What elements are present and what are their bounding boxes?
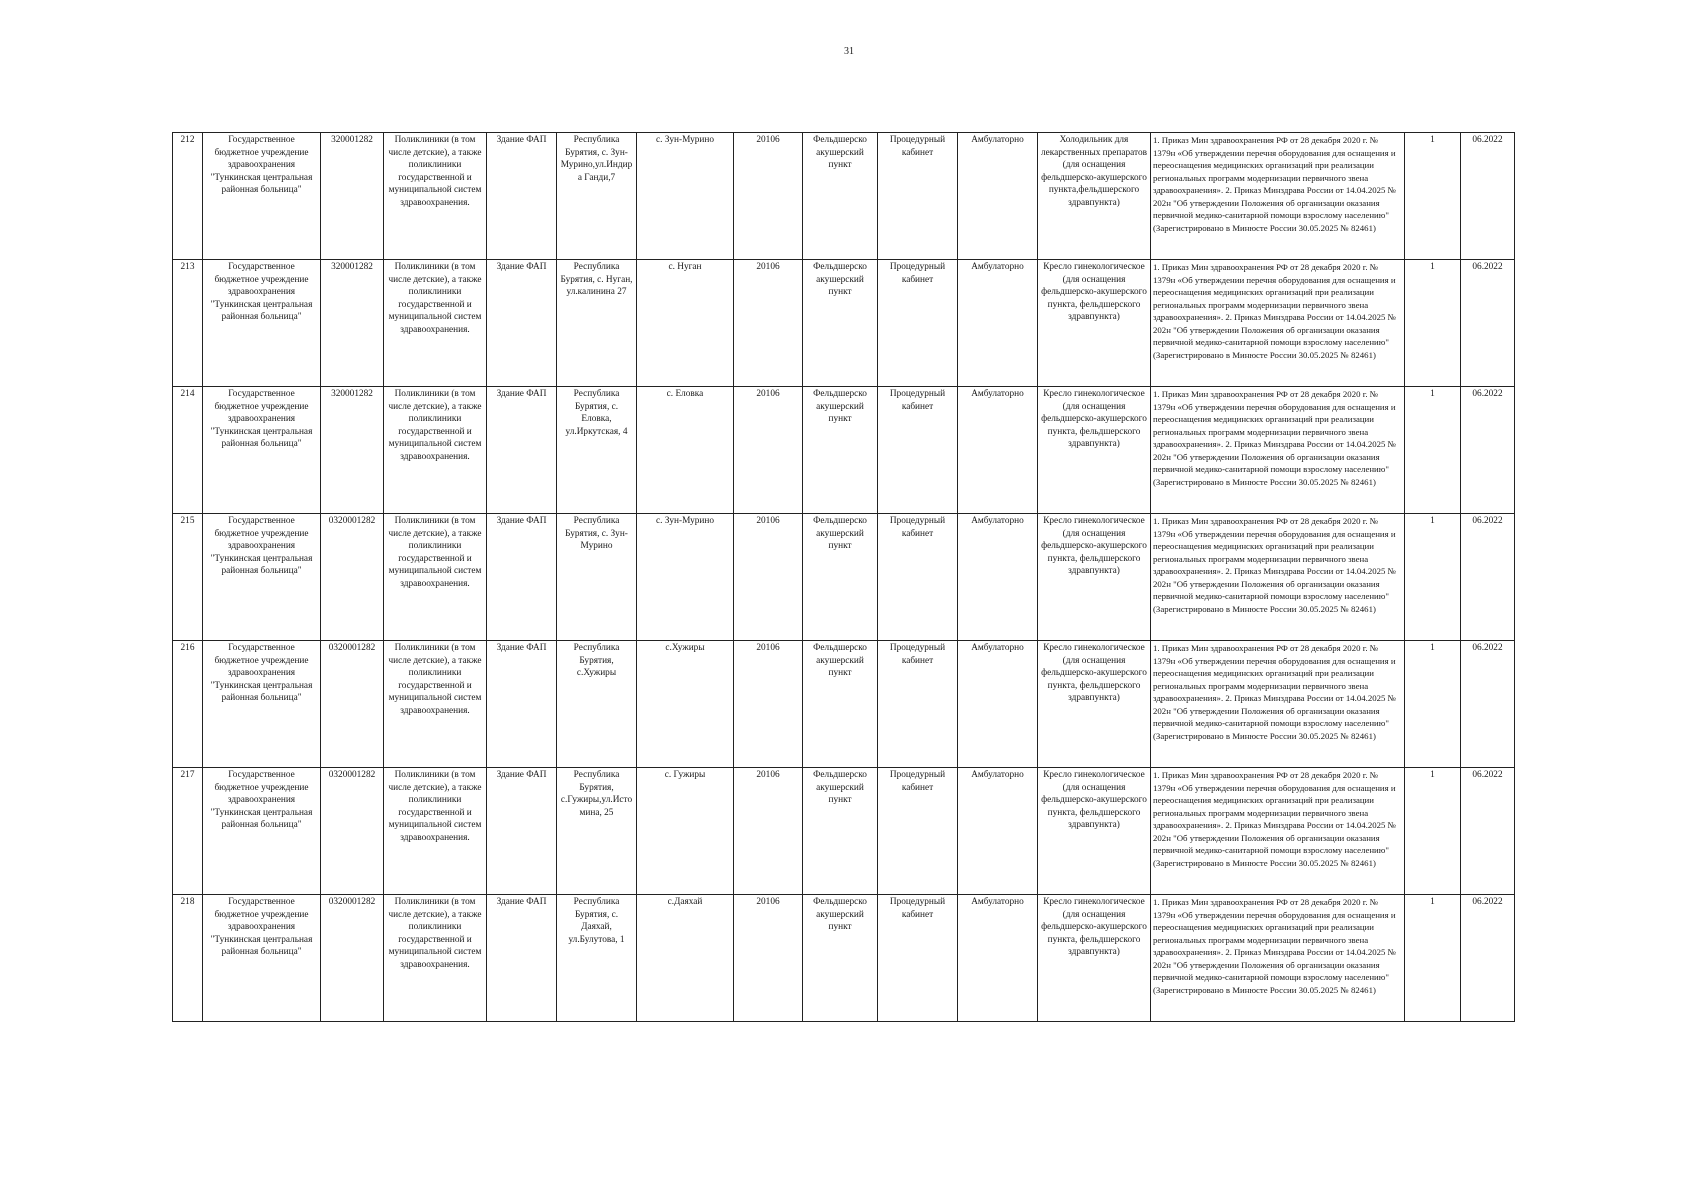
row-number: 218 (173, 895, 203, 1022)
organization-code: 0320001282 (321, 895, 384, 1022)
date: 06.2022 (1461, 387, 1515, 514)
settlement: с. Зун-Мурино (637, 514, 734, 641)
room: Процедурный кабинет (878, 641, 958, 768)
care-mode: Амбулаторно (958, 768, 1038, 895)
row-number: 216 (173, 641, 203, 768)
care-mode: Амбулаторно (958, 514, 1038, 641)
date: 06.2022 (1461, 768, 1515, 895)
organization-name: Государственное бюджетное учреждение здравоохранения "Тункинская центральная районная больница" (203, 514, 321, 641)
quantity: 1 (1405, 260, 1461, 387)
equipment-table (172, 132, 1515, 1022)
care-mode: Амбулаторно (958, 895, 1038, 1022)
quantity: 1 (1405, 514, 1461, 641)
organization-code: 0320001282 (321, 514, 384, 641)
row-number: 217 (173, 768, 203, 895)
legal-basis: 1. Приказ Мин здравоохранения РФ от 28 декабря 2020 г. № 1379н «Об утверждении перечня оборудования для оснащения и переоснащения медицинских организаций при реализации региональных программ модернизации первичного звена здравоохранения». 2. Приказ Минздрава России от 14.04.2025 № 202н "Об утверждении Положения об организации оказания первичной медико-санитарной помощи взрослому населению" (Зарегистрировано в Минюсте России 30.05.2025 № 82461) (1151, 133, 1405, 260)
date: 06.2022 (1461, 514, 1515, 641)
facility-type: Поликлиники (в том числе детские), а также поликлиники государственной и муниципальной систем здравоохранения. (384, 514, 487, 641)
equipment-name: Кресло гинекологическое (для оснащения фельдшерско-акушерского пункта, фельдшерского здравпункта) (1038, 260, 1151, 387)
date: 06.2022 (1461, 641, 1515, 768)
unit: Фельдшерско акушерский пункт (803, 260, 878, 387)
facility-type: Поликлиники (в том числе детские), а также поликлиники государственной и муниципальной систем здравоохранения. (384, 387, 487, 514)
equipment-name: Кресло гинекологическое (для оснащения фельдшерско-акушерского пункта, фельдшерского здравпункта) (1038, 768, 1151, 895)
facility-type: Поликлиники (в том числе детские), а также поликлиники государственной и муниципальной систем здравоохранения. (384, 133, 487, 260)
room: Процедурный кабинет (878, 514, 958, 641)
settlement: с. Гужиры (637, 768, 734, 895)
zip-code: 20106 (734, 387, 803, 514)
zip-code: 20106 (734, 768, 803, 895)
address: Республика Бурятия, с. Нуган, ул.калинина 27 (557, 260, 637, 387)
table-row (173, 514, 1515, 641)
quantity: 1 (1405, 641, 1461, 768)
zip-code: 20106 (734, 260, 803, 387)
quantity: 1 (1405, 387, 1461, 514)
equipment-name: Кресло гинекологическое (для оснащения фельдшерско-акушерского пункта, фельдшерского здравпункта) (1038, 514, 1151, 641)
address: Республика Бурятия, с. Зун-Мурино (557, 514, 637, 641)
legal-basis: 1. Приказ Мин здравоохранения РФ от 28 декабря 2020 г. № 1379н «Об утверждении перечня оборудования для оснащения и переоснащения медицинских организаций при реализации региональных программ модернизации первичного звена здравоохранения». 2. Приказ Минздрава России от 14.04.2025 № 202н "Об утверждении Положения об организации оказания первичной медико-санитарной помощи взрослому населению" (Зарегистрировано в Минюсте России 30.05.2025 № 82461) (1151, 514, 1405, 641)
facility-type: Поликлиники (в том числе детские), а также поликлиники государственной и муниципальной систем здравоохранения. (384, 260, 487, 387)
legal-basis: 1. Приказ Мин здравоохранения РФ от 28 декабря 2020 г. № 1379н «Об утверждении перечня оборудования для оснащения и переоснащения медицинских организаций при реализации региональных программ модернизации первичного звена здравоохранения». 2. Приказ Минздрава России от 14.04.2025 № 202н "Об утверждении Положения об организации оказания первичной медико-санитарной помощи взрослому населению" (Зарегистрировано в Минюсте России 30.05.2025 № 82461) (1151, 895, 1405, 1022)
table-row (173, 768, 1515, 895)
row-number: 214 (173, 387, 203, 514)
unit: Фельдшерско акушерский пункт (803, 768, 878, 895)
row-number: 213 (173, 260, 203, 387)
care-mode: Амбулаторно (958, 133, 1038, 260)
equipment-name: Кресло гинекологическое (для оснащения фельдшерско-акушерского пункта, фельдшерского здравпункта) (1038, 641, 1151, 768)
organization-name: Государственное бюджетное учреждение здравоохранения "Тункинская центральная районная больница" (203, 641, 321, 768)
building: Здание ФАП (487, 387, 557, 514)
unit: Фельдшерско акушерский пункт (803, 514, 878, 641)
organization-code: 0320001282 (321, 641, 384, 768)
settlement: с. Нуган (637, 260, 734, 387)
facility-type: Поликлиники (в том числе детские), а также поликлиники государственной и муниципальной систем здравоохранения. (384, 895, 487, 1022)
room: Процедурный кабинет (878, 387, 958, 514)
quantity: 1 (1405, 768, 1461, 895)
legal-basis: 1. Приказ Мин здравоохранения РФ от 28 декабря 2020 г. № 1379н «Об утверждении перечня оборудования для оснащения и переоснащения медицинских организаций при реализации региональных программ модернизации первичного звена здравоохранения». 2. Приказ Минздрава России от 14.04.2025 № 202н "Об утверждении Положения об организации оказания первичной медико-санитарной помощи взрослому населению" (Зарегистрировано в Минюсте России 30.05.2025 № 82461) (1151, 768, 1405, 895)
building: Здание ФАП (487, 895, 557, 1022)
care-mode: Амбулаторно (958, 387, 1038, 514)
organization-name: Государственное бюджетное учреждение здравоохранения "Тункинская центральная районная больница" (203, 895, 321, 1022)
settlement: с.Даяхай (637, 895, 734, 1022)
unit: Фельдшерско акушерский пункт (803, 641, 878, 768)
table-row (173, 641, 1515, 768)
room: Процедурный кабинет (878, 260, 958, 387)
settlement: с. Еловка (637, 387, 734, 514)
table-row (173, 387, 1515, 514)
equipment-name: Кресло гинекологическое (для оснащения фельдшерско-акушерского пункта, фельдшерского здравпункта) (1038, 895, 1151, 1022)
organization-code: 320001282 (321, 387, 384, 514)
address: Республика Бурятия, с. Даяхай, ул.Булутова, 1 (557, 895, 637, 1022)
building: Здание ФАП (487, 514, 557, 641)
room: Процедурный кабинет (878, 768, 958, 895)
organization-code: 320001282 (321, 133, 384, 260)
address: Республика Бурятия, с.Хужиры (557, 641, 637, 768)
address: Республика Бурятия, с. Зун-Мурино,ул.Индира Ганди,7 (557, 133, 637, 260)
care-mode: Амбулаторно (958, 260, 1038, 387)
building: Здание ФАП (487, 133, 557, 260)
unit: Фельдшерско акушерский пункт (803, 387, 878, 514)
table-row (173, 260, 1515, 387)
facility-type: Поликлиники (в том числе детские), а также поликлиники государственной и муниципальной систем здравоохранения. (384, 768, 487, 895)
page-number: 31 (844, 46, 854, 57)
legal-basis: 1. Приказ Мин здравоохранения РФ от 28 декабря 2020 г. № 1379н «Об утверждении перечня оборудования для оснащения и переоснащения медицинских организаций при реализации региональных программ модернизации первичного звена здравоохранения». 2. Приказ Минздрава России от 14.04.2025 № 202н "Об утверждении Положения об организации оказания первичной медико-санитарной помощи взрослому населению" (Зарегистрировано в Минюсте России 30.05.2025 № 82461) (1151, 641, 1405, 768)
address: Республика Бурятия, с. Еловка, ул.Иркутская, 4 (557, 387, 637, 514)
zip-code: 20106 (734, 641, 803, 768)
equipment-name: Кресло гинекологическое (для оснащения фельдшерско-акушерского пункта, фельдшерского здравпункта) (1038, 387, 1151, 514)
quantity: 1 (1405, 133, 1461, 260)
zip-code: 20106 (734, 514, 803, 641)
equipment-name: Холодильник для лекарственных препаратов (для оснащения фельдшерско-акушерского пункта,фельдшерского здравпункта) (1038, 133, 1151, 260)
organization-code: 0320001282 (321, 768, 384, 895)
building: Здание ФАП (487, 641, 557, 768)
building: Здание ФАП (487, 768, 557, 895)
table-row (173, 133, 1515, 260)
date: 06.2022 (1461, 260, 1515, 387)
unit: Фельдшерско акушерский пункт (803, 133, 878, 260)
table-row (173, 895, 1515, 1022)
organization-name: Государственное бюджетное учреждение здравоохранения "Тункинская центральная районная больница" (203, 768, 321, 895)
organization-code: 320001282 (321, 260, 384, 387)
room: Процедурный кабинет (878, 895, 958, 1022)
row-number: 212 (173, 133, 203, 260)
organization-name: Государственное бюджетное учреждение здравоохранения "Тункинская центральная районная больница" (203, 387, 321, 514)
date: 06.2022 (1461, 133, 1515, 260)
legal-basis: 1. Приказ Мин здравоохранения РФ от 28 декабря 2020 г. № 1379н «Об утверждении перечня оборудования для оснащения и переоснащения медицинских организаций при реализации региональных программ модернизации первичного звена здравоохранения». 2. Приказ Минздрава России от 14.04.2025 № 202н "Об утверждении Положения об организации оказания первичной медико-санитарной помощи взрослому населению" (Зарегистрировано в Минюсте России 30.05.2025 № 82461) (1151, 260, 1405, 387)
quantity: 1 (1405, 895, 1461, 1022)
care-mode: Амбулаторно (958, 641, 1038, 768)
organization-name: Государственное бюджетное учреждение здравоохранения "Тункинская центральная районная больница" (203, 260, 321, 387)
building: Здание ФАП (487, 260, 557, 387)
room: Процедурный кабинет (878, 133, 958, 260)
zip-code: 20106 (734, 133, 803, 260)
settlement: с. Зун-Мурино (637, 133, 734, 260)
zip-code: 20106 (734, 895, 803, 1022)
legal-basis: 1. Приказ Мин здравоохранения РФ от 28 декабря 2020 г. № 1379н «Об утверждении перечня оборудования для оснащения и переоснащения медицинских организаций при реализации региональных программ модернизации первичного звена здравоохранения». 2. Приказ Минздрава России от 14.04.2025 № 202н "Об утверждении Положения об организации оказания первичной медико-санитарной помощи взрослому населению" (Зарегистрировано в Минюсте России 30.05.2025 № 82461) (1151, 387, 1405, 514)
organization-name: Государственное бюджетное учреждение здравоохранения "Тункинская центральная районная больница" (203, 133, 321, 260)
row-number: 215 (173, 514, 203, 641)
date: 06.2022 (1461, 895, 1515, 1022)
facility-type: Поликлиники (в том числе детские), а также поликлиники государственной и муниципальной систем здравоохранения. (384, 641, 487, 768)
address: Республика Бурятия, с.Гужиры,ул.Истомина, 25 (557, 768, 637, 895)
unit: Фельдшерско акушерский пункт (803, 895, 878, 1022)
settlement: с.Хужиры (637, 641, 734, 768)
